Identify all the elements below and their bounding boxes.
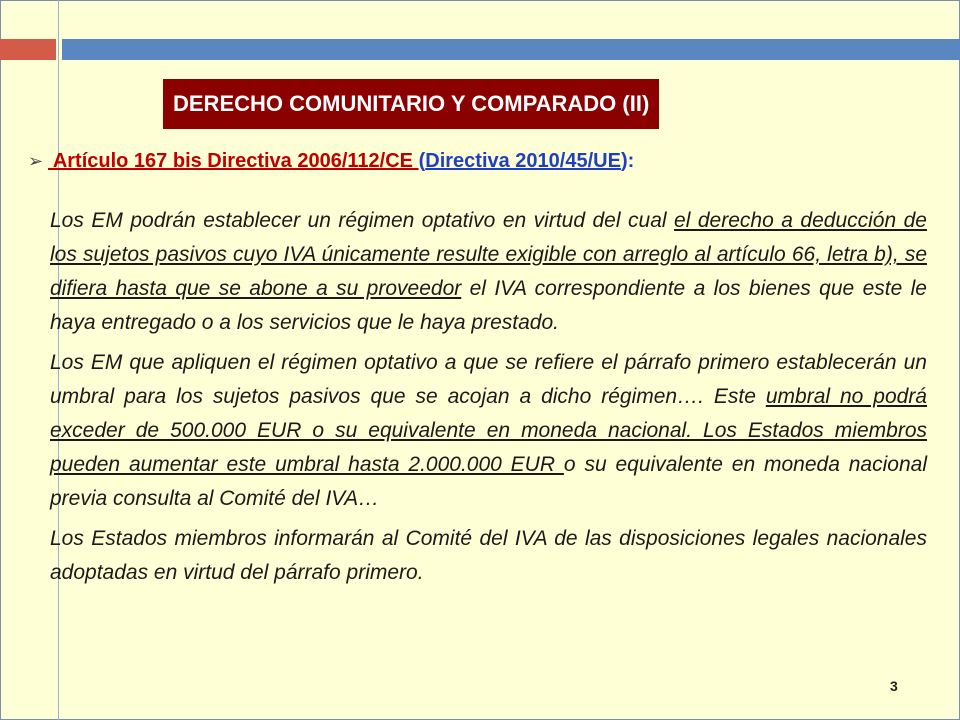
paragraph-1-underlined: el derecho a deducción de los sujetos pasivos cuyo IVA únicamente resulte exigible con arreglo al artículo 66, letra b), se difiera hasta que se abone a su proveedor xyxy=(50,209,927,300)
paren-open: ( xyxy=(418,150,426,172)
paren-close: ): xyxy=(620,150,635,172)
paragraph-1-intro: Los EM podrán establecer un régimen optativo en virtud del cual xyxy=(50,209,675,232)
paragraph-2 xyxy=(50,346,927,516)
paragraph-1 xyxy=(50,204,927,340)
paragraph-2-rest: o su equivalente en moneda nacional previa consulta al Comité del IVA… xyxy=(50,453,927,510)
article-reference: Artículo 167 bis Directiva 2006/112/CE xyxy=(48,150,419,172)
left-accent-bar xyxy=(0,39,56,60)
directive-reference: Directiva 2010/45/UE xyxy=(425,150,621,172)
body-text xyxy=(50,204,927,596)
paragraph-3 xyxy=(50,522,927,590)
slide-title: DERECHO COMUNITARIO Y COMPARADO (II) xyxy=(163,79,659,129)
paragraph-2-underlined: umbral no podrá exceder de 500.000 EUR o su equivalente en moneda nacional. Los Estados miembros pueden aumentar este umbral hasta 2.000.000 EUR xyxy=(50,385,927,476)
top-accent-bar xyxy=(62,39,960,60)
arrow-bullet-icon: ➢ xyxy=(28,151,44,171)
page-number: 3 xyxy=(890,678,898,694)
article-heading xyxy=(28,150,634,173)
paragraph-2-intro: Los EM que apliquen el régimen optativo a que se refiere el párrafo primero establecerán un umbral para los sujetos pasivos que se acojan a dicho régimen…. Este xyxy=(50,351,927,408)
paragraph-1-rest: el IVA correspondiente a los bienes que este le haya entregado o a los servicios que le haya prestado. xyxy=(50,277,927,334)
paragraph-3-text: Los Estados miembros informarán al Comité del IVA de las disposiciones legales nacionales adoptadas en virtud del párrafo primero. xyxy=(50,527,927,584)
